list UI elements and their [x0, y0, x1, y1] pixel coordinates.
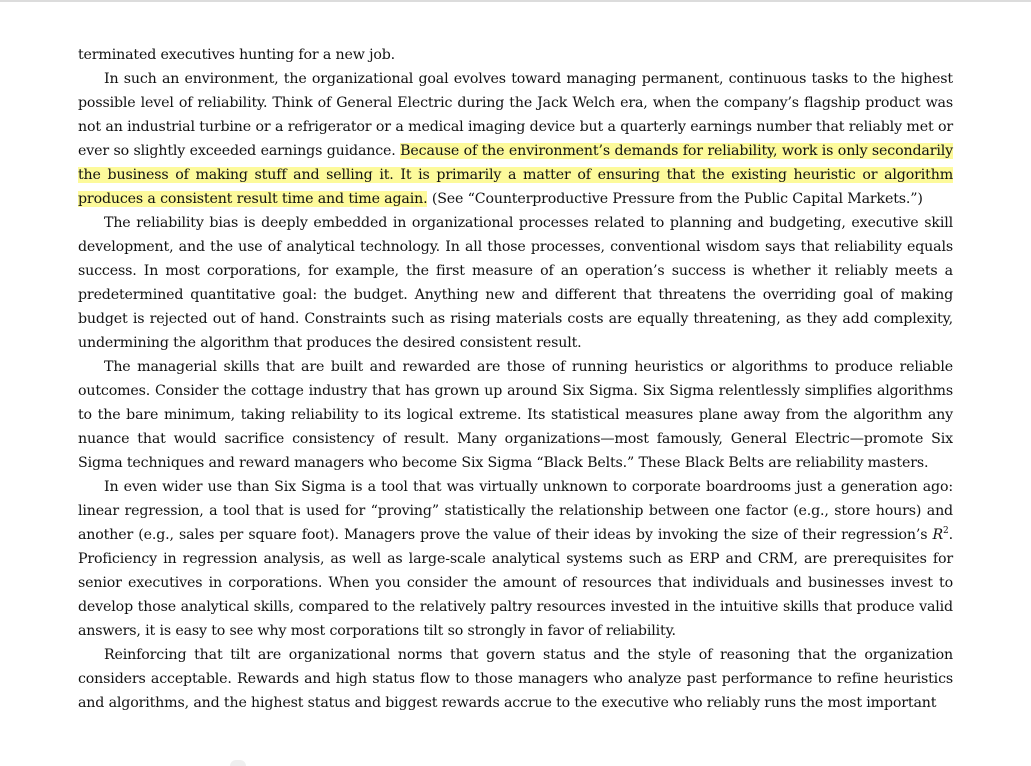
paragraph-text: The reliability bias is deeply embedded in organizational processes related to planning and budgeting, executive skill development, and the use of analytical technology. In all those processes, conventional wisdom says that reliability equals success. In most corporations, for example, the first measure of an operation’s success is whether it reliably meets a predetermined quantitative goal: the budget. Anything new and different that threatens the overriding goal of making budget is rejected out of hand. Constraints such as rising materials costs are equally threatening, as they add complexity, undermining the algorithm that produces the desired consistent result.	[78, 215, 953, 351]
paragraph-text: terminated executives hunting for a new job.	[78, 47, 396, 63]
paragraph-linear-regression	[78, 475, 953, 643]
superscript-exponent: 2	[943, 526, 949, 536]
paragraph-text: The managerial skills that are built and rewarded are those of running heuristics or algorithms to produce reliable outcomes. Consider the cottage industry that has grown up around Six Sigma. Six Sigma relentlessly simplifies algorithms to the bare minimum, taking reliability to its logical extreme. Its statistical measures plane away from the algorithm any nuance that would sacrifice consistency of result. Many organizations—most famously, General Electric—promote Six Sigma techniques and reward managers who become Six Sigma “Black Belts.” These Black Belts are reliability masters.	[78, 359, 953, 471]
paragraph-text: Reinforcing that tilt are organizational norms that govern status and the style of reasoning that the organization considers acceptable. Rewards and high status flow to those managers who analyze past performance to refine heuristics and algorithms, and the highest status and biggest rewards accrue to the executive who reliably runs the most important	[78, 647, 953, 711]
highlighted-passage[interactable]: Because of the environment’s demands for reliability, work is only secondarily the business of making stuff and selling it. It is primarily a matter of ensuring that the existing heuristic or algorithm produces a consistent result time and time again.	[78, 143, 953, 207]
paragraph-continuation	[78, 43, 953, 67]
paragraph-text: . Proficiency in regression analysis, as well as large-scale analytical systems such as ERP and CRM, are prerequisites for senior executives in corporations. When you consider the amount of resources that individuals and businesses invest to develop those analytical skills, compared to the relatively paltry resources invested in the intuitive skills that produce valid answers, it is easy to see why most corporations tilt so strongly in favor of reliability.	[78, 527, 953, 639]
window-top-border	[0, 0, 1031, 2]
paragraph-managerial-skills	[78, 355, 953, 475]
paragraph-text: In such an environment, the organizational goal evolves toward managing permanent, continuous tasks to the highest possible level of reliability. Think of General Electric during the Jack Welch era, when the company’s flagship product was not an industrial turbine or a refrigerator or a medical imaging device but a quarterly earnings number that reliably met or ever so slightly exceeded earnings guidance.	[78, 71, 953, 159]
r-squared-variable: R	[932, 527, 944, 543]
page-edge-artifact	[230, 760, 246, 766]
paragraph-text: (See “Counterproductive Pressure from the Public Capital Markets.”)	[427, 191, 923, 207]
paragraph-reliability-bias	[78, 211, 953, 355]
paragraph-text: In even wider use than Six Sigma is a tool that was virtually unknown to corporate boardrooms just a generation ago: linear regression, a tool that is used for “proving” statistically the relationship between one factor (e.g., store hours) and another (e.g., sales per square foot). Managers prove the value of their ideas by invoking the size of their regression’s	[78, 479, 953, 543]
paragraph-reinforcing-tilt	[78, 643, 953, 715]
paragraph-environment	[78, 67, 953, 211]
document-page	[78, 43, 953, 715]
